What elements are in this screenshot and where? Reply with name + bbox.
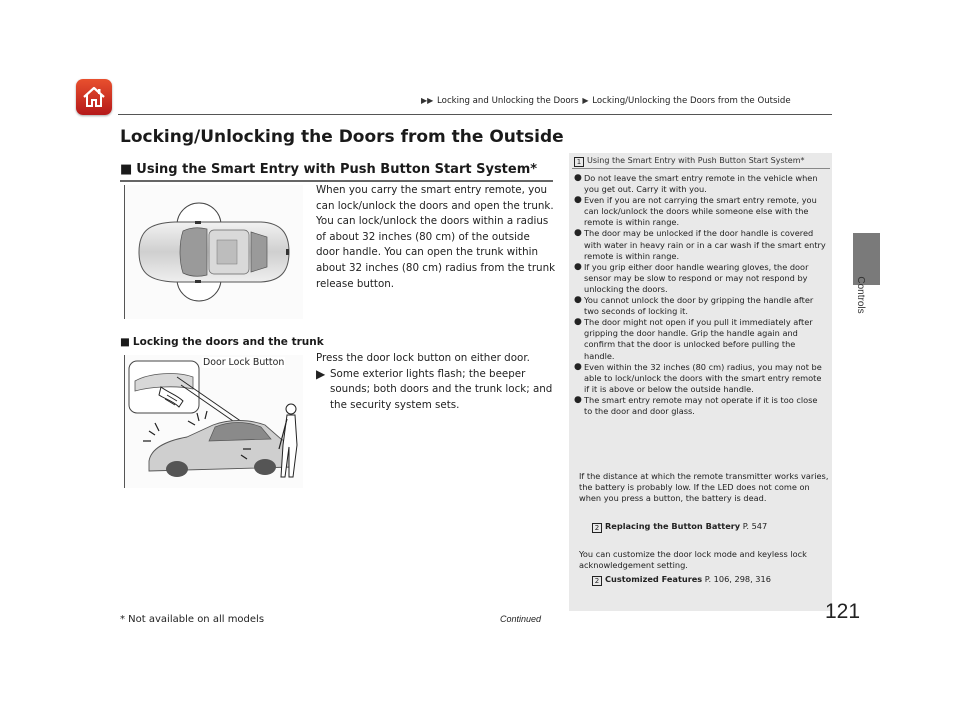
- side-tab-label: Controls: [855, 276, 866, 314]
- list-item: [574, 173, 826, 195]
- home-button[interactable]: [76, 79, 112, 115]
- section-title: [120, 162, 537, 177]
- subsection-marker-icon: ■: [120, 336, 130, 348]
- intro-paragraph: When you carry the smart entry remote, you can lock/unlock the doors and open the trunk. You can lock/unlock the doors within a radius of about 32 inches (80 cm) of the outside door handle. You can open the trunk within about 32 inches (80 cm) radius from the trunk release button.: [316, 184, 556, 290]
- page-reference-icon: 2: [592, 576, 602, 586]
- list-item-text: The door might not open if you pull it immediately after gripping the door handle. Grip the handle again and confirm that the door is unlocked before pulling the handle.: [584, 317, 813, 361]
- home-icon: [81, 84, 107, 110]
- bullet-icon: ●: [574, 394, 582, 405]
- bullet-icon: ●: [574, 228, 582, 239]
- footnote: * Not available on all models: [120, 614, 265, 625]
- sidebar-heading-rule: [572, 168, 830, 169]
- list-item-text: If you grip either door handle wearing gloves, the door sensor may be slow to respond or may not respond by unlocking the doors.: [584, 261, 809, 294]
- breadcrumb-separator-icon: ▶: [582, 96, 589, 105]
- battery-note: If the distance at which the remote transmitter works varies, the battery is probably low. If the LED does not come on when you press a button, the battery is dead.: [579, 471, 829, 504]
- list-item-text: Even within the 32 inches (80 cm) radius, you may not be able to lock/unlock the doors with the smart entry remote if it is above or below the outside handle.: [584, 361, 822, 394]
- list-item-text: Do not leave the smart entry remote in the vehicle when you get out. Carry it with you.: [584, 173, 818, 195]
- list-item: [574, 228, 826, 261]
- bullet-icon: ●: [574, 317, 582, 328]
- battery-reference-link[interactable]: [592, 521, 767, 533]
- sidebar-reference-icon: 1: [574, 157, 584, 167]
- lock-step-result: [316, 367, 556, 414]
- page-title: Locking/Unlocking the Doors from the Outside: [120, 127, 564, 147]
- list-item: [574, 195, 826, 228]
- battery-reference-title: Replacing the Button Battery: [605, 521, 741, 531]
- sidebar-heading: [574, 156, 828, 167]
- header-rule: [118, 114, 832, 115]
- customize-note: You can customize the door lock mode and keyless lock acknowledgement setting.: [579, 549, 807, 571]
- car-top-view-illustration: [124, 185, 303, 319]
- list-item-text: The smart entry remote may not operate if it is too close to the door and door glass.: [584, 394, 818, 416]
- bullet-icon: ●: [574, 361, 582, 372]
- list-item: [574, 262, 826, 295]
- lock-scene-diagram: [125, 355, 303, 488]
- battery-reference-page: P. 547: [742, 521, 768, 531]
- car-range-diagram: [125, 185, 303, 319]
- breadcrumb: [420, 96, 791, 106]
- customized-features-title: Customized Features: [605, 574, 703, 584]
- breadcrumb-part-2: Locking/Unlocking the Doors from the Outside: [592, 96, 791, 106]
- sidebar-heading-text: Using the Smart Entry with Push Button Start System*: [587, 156, 805, 165]
- lock-step-instruction: Press the door lock button on either door.: [316, 352, 530, 364]
- page-number: 121: [825, 600, 861, 623]
- list-item: [574, 362, 826, 395]
- list-item-text: You cannot unlock the door by gripping the handle after two seconds of locking it.: [584, 295, 814, 317]
- breadcrumb-arrow-icon: ▶▶: [421, 96, 434, 105]
- list-item: [574, 395, 826, 417]
- bullet-icon: ●: [574, 173, 582, 183]
- continued-label: Continued: [500, 614, 542, 624]
- bullet-icon: ●: [574, 195, 582, 206]
- list-item: [574, 295, 826, 317]
- section-rule: [120, 180, 553, 182]
- section-marker-icon: ■: [120, 162, 133, 177]
- subsection-title-text: Locking the doors and the trunk: [132, 336, 324, 348]
- list-item: [574, 317, 826, 361]
- subsection-title: [120, 336, 324, 348]
- sidebar-notes-list: [574, 173, 826, 417]
- list-item-text: Even if you are not carrying the smart entry remote, you can lock/unlock the doors while someone else with the remote is within range.: [584, 195, 817, 228]
- result-arrow-icon: ▶: [316, 366, 326, 381]
- door-lock-button-callout: Door Lock Button: [203, 357, 285, 368]
- bullet-icon: ●: [574, 261, 582, 272]
- page-reference-icon: 2: [592, 523, 602, 533]
- door-lock-illustration: [124, 355, 303, 488]
- lock-step: [316, 351, 556, 413]
- breadcrumb-part-1[interactable]: Locking and Unlocking the Doors: [437, 96, 579, 106]
- lock-step-result-text: Some exterior lights flash; the beeper sounds; both doors and the trunk lock; and the security system sets.: [330, 367, 553, 411]
- customized-features-link[interactable]: [592, 574, 771, 586]
- section-title-text: Using the Smart Entry with Push Button Start System*: [136, 162, 538, 177]
- customized-features-pages: P. 106, 298, 316: [704, 574, 771, 584]
- list-item-text: The door may be unlocked if the door handle is covered with water in heavy rain or in a car wash if the smart entry remote is within range.: [584, 228, 826, 261]
- bullet-icon: ●: [574, 295, 582, 306]
